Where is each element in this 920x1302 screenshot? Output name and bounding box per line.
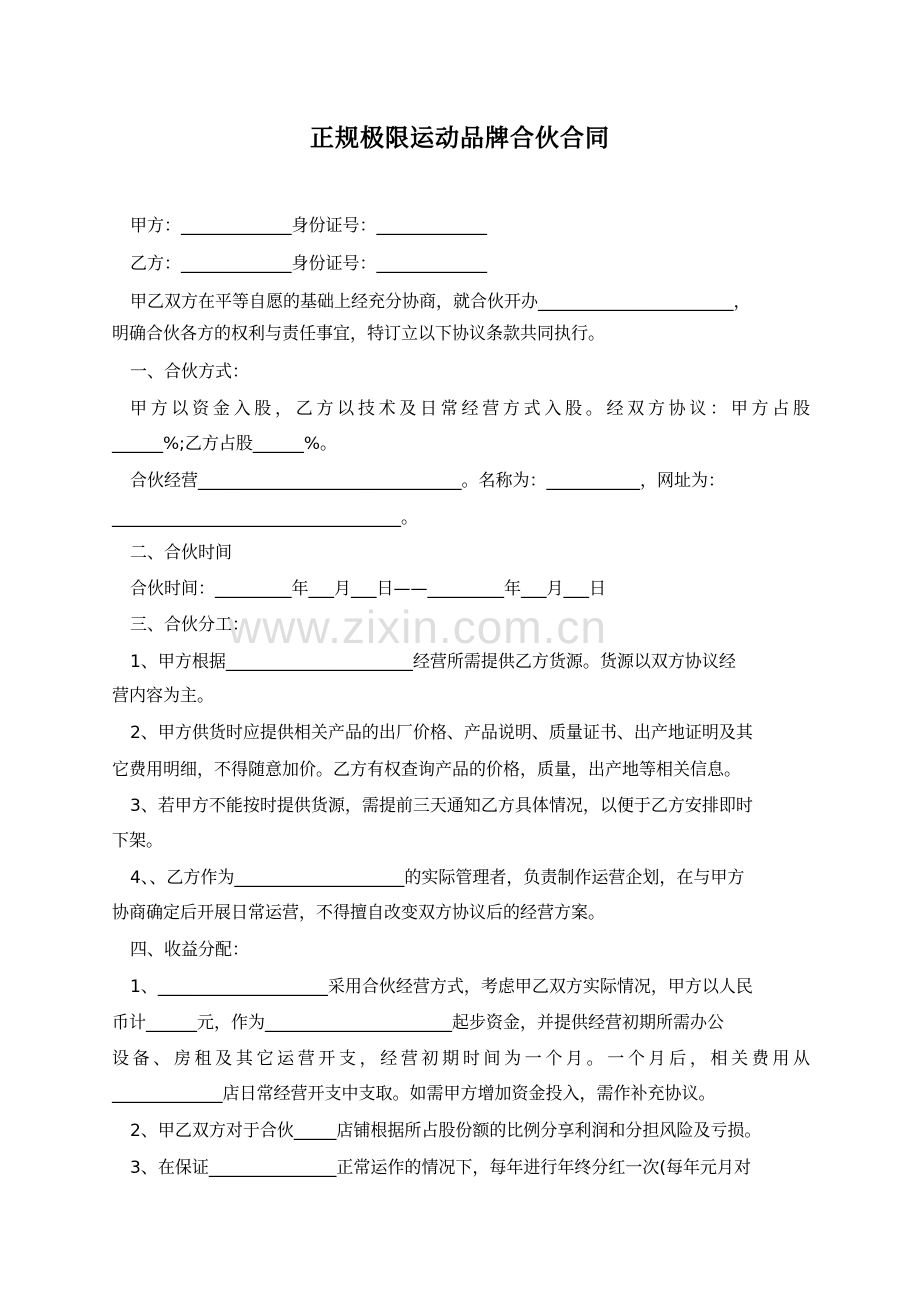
paragraph-line: 1、甲方根据______________________经营所需提供乙方货源。货源以双方协议经 bbox=[130, 652, 736, 672]
document-title: 正规极限运动品牌合伙合同 bbox=[310, 124, 610, 152]
paragraph-line: 协商确定后开展日常运营，不得擅自改变双方协议后的经营方案。 bbox=[112, 903, 605, 923]
paragraph-line: 2、甲方供货时应提供相关产品的出厂价格、产品说明、质量证书、出产地证明及其 bbox=[130, 723, 753, 743]
paragraph-line: ______%;乙方占股______%。 bbox=[112, 434, 338, 454]
paragraph-line: 设备、房租及其它运营开支，经营初期时间为一个月。一个月后，相关费用从 bbox=[112, 1049, 810, 1069]
section-3-heading: 三、合伙分工： bbox=[130, 615, 249, 635]
paragraph-line: 下架。 bbox=[112, 831, 163, 851]
section-4-heading: 四、收益分配： bbox=[130, 940, 249, 960]
paragraph-line: _____________店日常经营开支中支取。如需甲方增加资金投入，需作补充协议。 bbox=[112, 1084, 716, 1104]
paragraph-line: 3、在保证_______________正常运作的情况下，每年进行年终分红一次(每年元月对 bbox=[130, 1158, 751, 1178]
party-b-line: 乙方：_____________身份证号：_____________ bbox=[130, 254, 487, 274]
watermark: www.zixin.com.cn bbox=[228, 601, 607, 653]
paragraph-line: __________________________________。 bbox=[112, 508, 418, 528]
paragraph-line: 4、、乙方作为____________________的实际管理者，负责制作运营企划，在与甲方 bbox=[130, 868, 745, 888]
paragraph-line: 合伙经营_______________________________。名称为：___________，网址为： bbox=[130, 471, 725, 491]
preamble-line-2: 明确合伙各方的权利与责任事宜，特订立以下协议条款共同执行。 bbox=[112, 324, 605, 344]
paragraph-line: 1、____________________采用合伙经营方式，考虑甲乙双方实际情况，甲方以人民 bbox=[130, 977, 753, 997]
paragraph-line: 它费用明细，不得随意加价。乙方有权查询产品的价格，质量，出产地等相关信息。 bbox=[112, 760, 741, 780]
section-2-heading: 二、合伙时间 bbox=[130, 543, 232, 563]
paragraph-line: 甲方以资金入股，乙方以技术及日常经营方式入股。经双方协议：甲方占股 bbox=[130, 399, 810, 419]
paragraph-line: 2、甲乙双方对于合伙_____店铺根据所占股份额的比例分享利润和分担风险及亏损。 bbox=[130, 1121, 762, 1141]
party-a-line: 甲方：_____________身份证号：_____________ bbox=[130, 216, 487, 236]
section-1-heading: 一、合伙方式： bbox=[130, 362, 249, 382]
partnership-period-line: 合伙时间：_________年___月___日——_________年___月___日 bbox=[130, 579, 606, 599]
preamble-line-1: 甲乙双方在平等自愿的基础上经充分协商，就合伙开办_______________________， bbox=[130, 292, 751, 312]
paragraph-line: 营内容为主。 bbox=[112, 686, 214, 706]
paragraph-line: 币计______元，作为______________________起步资金，并提供经营初期所需办公 bbox=[112, 1013, 724, 1033]
paragraph-line: 3、若甲方不能按时提供货源，需提前三天通知乙方具体情况，以便于乙方安排即时 bbox=[130, 796, 753, 816]
